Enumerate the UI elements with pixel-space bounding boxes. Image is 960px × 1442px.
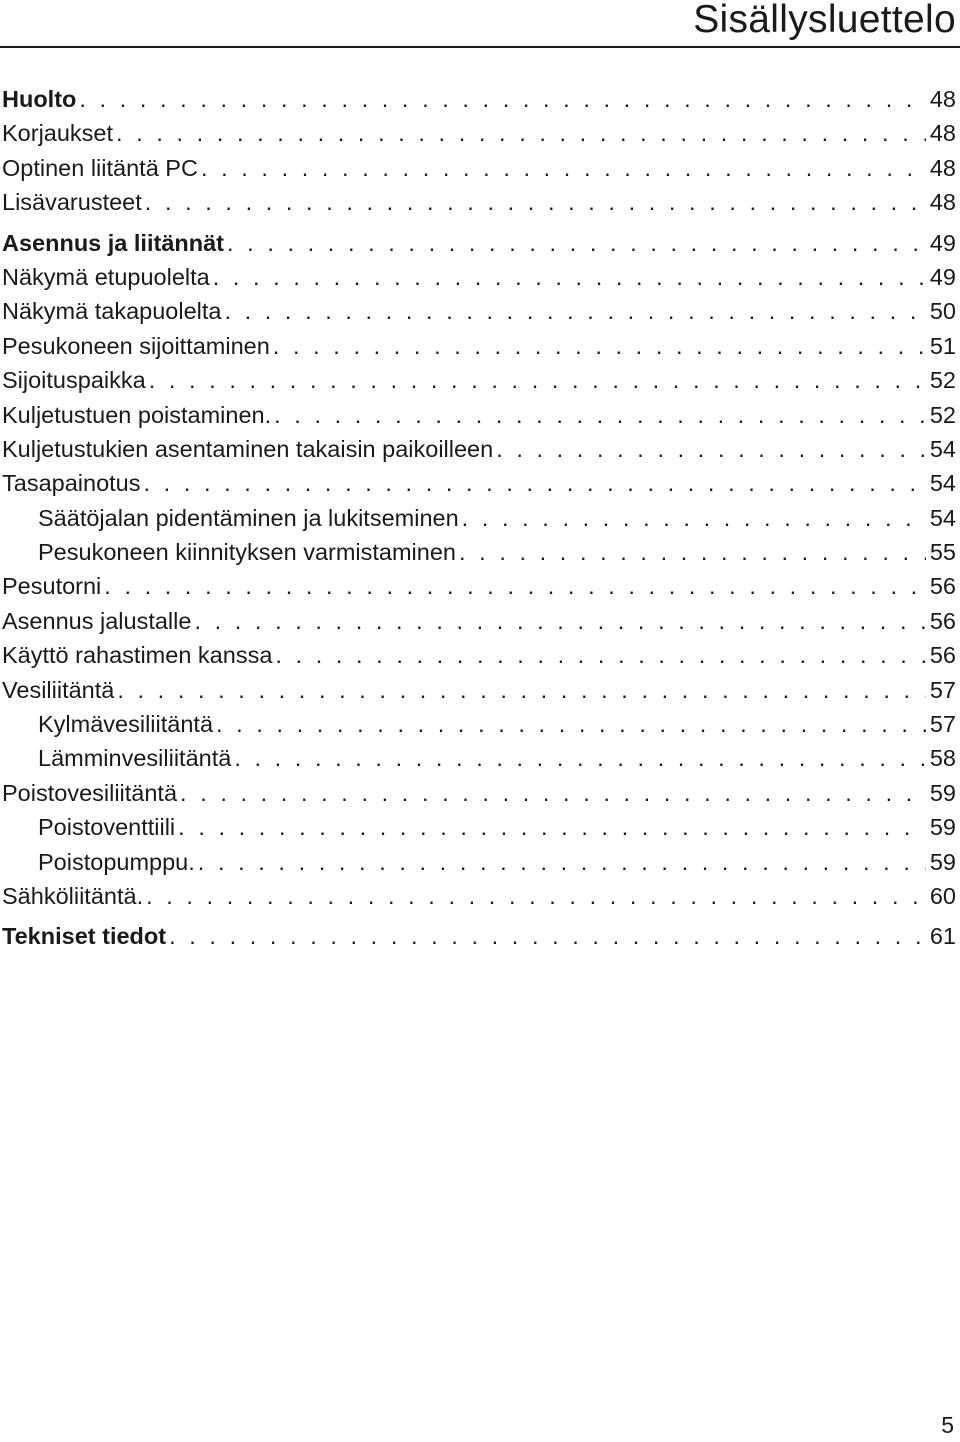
toc-entry-page: 48: [929, 154, 956, 181]
toc-entry-page: 59: [929, 779, 956, 806]
toc-entry-page: 61: [929, 923, 956, 950]
toc-entry[interactable]: [2, 116, 956, 150]
toc-entry[interactable]: [2, 185, 956, 219]
toc-entry-title: Vesiliitäntä: [2, 676, 115, 703]
toc-entry[interactable]: [2, 535, 956, 569]
toc-entry-page: 54: [929, 435, 956, 462]
toc-entry-page: 49: [929, 229, 956, 256]
toc-entry[interactable]: [2, 707, 956, 741]
toc-entry-title: Tasapainotus: [2, 470, 141, 497]
toc-entry[interactable]: [2, 673, 956, 707]
toc-section: [2, 919, 956, 953]
toc-entry[interactable]: [2, 845, 956, 879]
toc-entry-title: Huolto: [2, 86, 77, 112]
toc-entry[interactable]: [2, 294, 956, 328]
dot-leader: [227, 226, 926, 260]
toc-entry[interactable]: [2, 810, 956, 844]
toc-entry-title: Poistovesiliitäntä: [2, 779, 178, 806]
dot-leader: [496, 432, 926, 466]
dot-leader: [144, 466, 926, 500]
toc-entry-title: Näkymä takapuolelta: [2, 298, 222, 325]
toc-entry[interactable]: [2, 151, 956, 185]
toc-entry-title: Lämminvesiliitäntä: [38, 745, 232, 772]
toc-entry-page: 59: [929, 848, 956, 875]
toc-entry-page: 54: [929, 470, 956, 497]
dot-leader: [146, 879, 926, 913]
dot-leader: [117, 673, 926, 707]
dot-leader: [224, 294, 925, 328]
toc-entry[interactable]: [2, 398, 956, 432]
toc-entry-title: Näkymä etupuolelta: [2, 263, 210, 290]
toc-entry[interactable]: [2, 879, 956, 913]
page-number: 5: [941, 1412, 954, 1438]
toc-entry-page: 50: [929, 298, 956, 325]
toc-entry-title: Sijoituspaikka: [2, 367, 146, 394]
dot-leader: [169, 919, 926, 953]
dot-leader: [116, 116, 926, 150]
toc-entry-page: 48: [929, 189, 956, 216]
toc-heading[interactable]: [2, 82, 956, 116]
dot-leader: [275, 638, 925, 672]
toc-entry[interactable]: [2, 466, 956, 500]
toc-entry-page: 56: [929, 607, 956, 634]
dot-leader: [234, 741, 926, 775]
toc-entry-title: Käyttö rahastimen kanssa: [2, 642, 273, 669]
dot-leader: [459, 535, 926, 569]
toc-entry-page: 51: [929, 332, 956, 359]
toc-entry-title: Tekniset tiedot: [2, 923, 167, 950]
toc-entry[interactable]: [2, 363, 956, 397]
toc-entry-title: Lisävarusteet: [2, 189, 142, 216]
toc-entry-page: 60: [929, 882, 956, 909]
toc-entry-page: 56: [929, 642, 956, 669]
toc-entry-title: Kuljetustukien asentaminen takaisin paikoilleen: [2, 435, 494, 462]
toc-entry-title: Kylmävesiliitäntä: [38, 711, 214, 738]
toc-entry-title: Optinen liitäntä PC: [2, 154, 198, 181]
toc-entry[interactable]: [2, 776, 956, 810]
toc-entry-title: Asennus ja liitännät: [2, 229, 224, 256]
toc-entry[interactable]: [2, 501, 956, 535]
toc-entry-page: 48: [929, 86, 956, 112]
toc-entry[interactable]: [2, 329, 956, 363]
table-of-contents: [2, 82, 956, 960]
dot-leader: [145, 185, 926, 219]
toc-entry-page: 57: [929, 676, 956, 703]
toc-entry-title: Korjaukset: [2, 120, 114, 147]
toc-entry-page: 56: [929, 573, 956, 600]
dot-leader: [149, 363, 926, 397]
toc-entry-page: 55: [929, 539, 956, 566]
toc-entry-title: Pesukoneen sijoittaminen: [2, 332, 270, 359]
dot-leader: [178, 810, 926, 844]
toc-entry-title: Pesukoneen kiinnityksen varmistaminen: [38, 539, 456, 566]
toc-entry-page: 52: [929, 401, 956, 428]
toc-entry-page: 49: [929, 263, 956, 290]
title-divider: [0, 46, 960, 48]
toc-entry[interactable]: [2, 432, 956, 466]
toc-entry[interactable]: [2, 260, 956, 294]
dot-leader: [462, 501, 926, 535]
toc-entry-page: 54: [929, 504, 956, 531]
toc-entry[interactable]: [2, 638, 956, 672]
toc-entry-page: 57: [929, 711, 956, 738]
toc-entry-page: 59: [929, 814, 956, 841]
dot-leader: [104, 569, 926, 603]
dot-leader: [79, 82, 925, 116]
toc-heading[interactable]: [2, 919, 956, 953]
toc-entry[interactable]: [2, 604, 956, 638]
toc-entry-page: 58: [929, 745, 956, 772]
toc-entry-title: Pesutorni: [2, 573, 102, 600]
toc-entry[interactable]: [2, 569, 956, 603]
toc-entry-page: 48: [929, 120, 956, 147]
toc-entry-page: 52: [929, 367, 956, 394]
toc-entry-title: Sähköliitäntä.: [2, 882, 144, 909]
toc-section: [2, 226, 956, 914]
dot-leader: [194, 604, 925, 638]
toc-section: [2, 82, 956, 220]
toc-entry-title: Poistopumppu.: [38, 848, 195, 875]
toc-entry-title: Kuljetustuen poistaminen.: [2, 401, 272, 428]
page-title: Sisällysluettelo: [693, 0, 956, 41]
dot-leader: [274, 398, 926, 432]
dot-leader: [213, 260, 926, 294]
toc-entry-title: Poistoventtiili: [38, 814, 176, 841]
dot-leader: [201, 151, 926, 185]
toc-entry-title: Asennus jalustalle: [2, 607, 192, 634]
dot-leader: [180, 776, 926, 810]
dot-leader: [273, 329, 926, 363]
toc-entry[interactable]: [2, 741, 956, 775]
toc-heading[interactable]: [2, 226, 956, 260]
dot-leader: [216, 707, 926, 741]
dot-leader: [198, 845, 926, 879]
toc-entry-title: Säätöjalan pidentäminen ja lukitseminen: [38, 504, 459, 531]
